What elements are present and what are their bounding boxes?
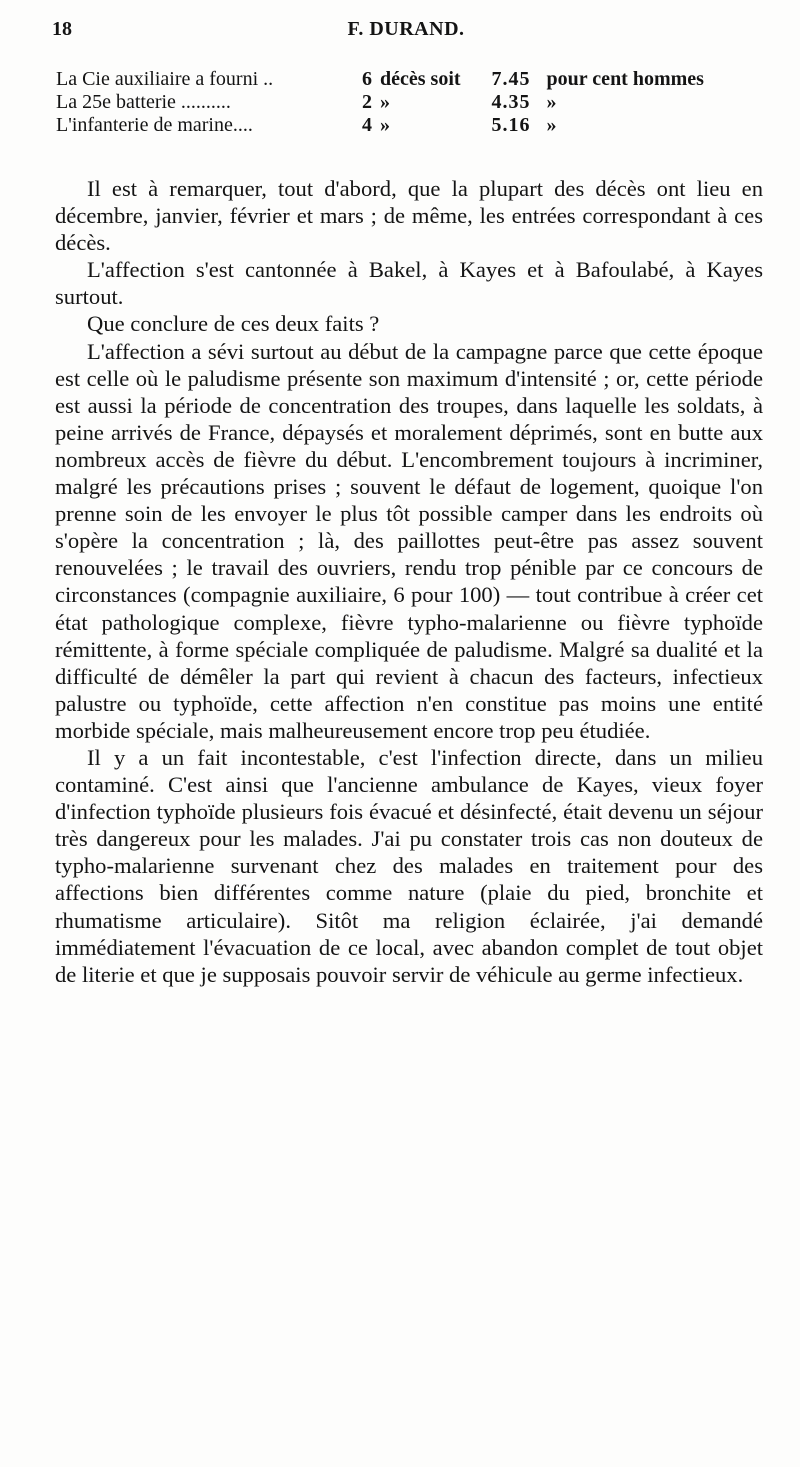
death-rate: 7.45 bbox=[491, 68, 531, 90]
deaths-word: décès soit bbox=[380, 68, 461, 90]
rate-unit: » bbox=[546, 114, 557, 136]
body-text bbox=[55, 175, 763, 988]
death-count: 2 bbox=[362, 91, 372, 113]
death-rate: 5.16 bbox=[491, 114, 531, 136]
running-head-author: F. DURAND. bbox=[347, 18, 465, 40]
death-count: 6 bbox=[362, 68, 372, 90]
rate-unit: pour cent hommes bbox=[546, 68, 704, 90]
row-label: La Cie auxiliaire a fourni .. bbox=[56, 68, 274, 90]
paragraph: Il est à remarquer, tout d'abord, que la plupart des décès ont lieu en décembre, janvier, février et mars ; de même, les entrées correspondant à ces décès. bbox=[55, 176, 763, 256]
paragraph: L'affection s'est cantonnée à Bakel, à Kayes et à Bafoulabé, à Kayes surtout. bbox=[55, 257, 763, 310]
row-label: La 25e batterie .......... bbox=[56, 91, 231, 113]
paragraph: Il y a un fait incontestable, c'est l'infection directe, dans un milieu contaminé. C'est ainsi que l'ancienne ambulance de Kayes, vieux foyer d'infection typhoïde plusieurs fois évacué et désinfecté, était devenu un séjour très dangereux pour les malades. J'ai pu constater trois cas non douteux de typho-malarienne survenant chez des malades en traitement pour des affections bien différentes comme nature (plaie du pied, bronchite et rhumatisme articulaire). Sitôt ma religion éclairée, j'ai demandé immédiatement l'évacuation de ce local, avec abandon complet de tout objet de literie et que je supposais pouvoir servir de véhicule au germe infectieux. bbox=[55, 744, 763, 987]
table-row bbox=[56, 68, 746, 91]
mortality-table bbox=[56, 68, 746, 137]
table-row bbox=[56, 91, 746, 114]
death-count: 4 bbox=[362, 114, 372, 136]
deaths-word: » bbox=[380, 91, 390, 113]
deaths-word: » bbox=[380, 114, 390, 136]
page-header bbox=[52, 18, 760, 48]
rate-unit: » bbox=[546, 91, 557, 113]
paragraph: Que conclure de ces deux faits ? bbox=[87, 311, 380, 337]
table-row bbox=[56, 114, 746, 137]
page-number: 18 bbox=[52, 18, 72, 40]
paragraph: L'affection a sévi surtout au début de la campagne parce que cette époque est celle où le paludisme présente son maximum d'intensité ; or, cette période est aussi la période de concentration des troupes, dans laquelle les soldats, à peine arrivés de France, dépaysés et moralement déprimés, sont en butte aux nombreux accès de fièvre du début. L'encombrement toujours à incriminer, malgré les précautions prises ; souvent le défaut de logement, quoique l'on prenne soin de les envoyer le plus tôt possible camper dans les endroits où s'opère la concentration ; là, des paillottes peut-être pas assez souvent renouvelées ; le travail des ouvriers, rendu trop pénible par ce concours de circonstances (compagnie auxiliaire, 6 pour 100) — tout contribue à créer cet état pathologique complexe, fièvre typho-malarienne ou fièvre typhoïde rémittente, à forme spéciale compliquée de paludisme. Malgré sa dualité et la difficulté de démêler la part qui revient à chacun des facteurs, infectieux palustre ou typhoïde, cette affection n'en constitue pas moins une entité morbide spéciale, mais malheureusement encore trop peu étudiée. bbox=[55, 338, 763, 743]
death-rate: 4.35 bbox=[491, 91, 531, 113]
row-label: L'infanterie de marine.... bbox=[56, 114, 253, 136]
